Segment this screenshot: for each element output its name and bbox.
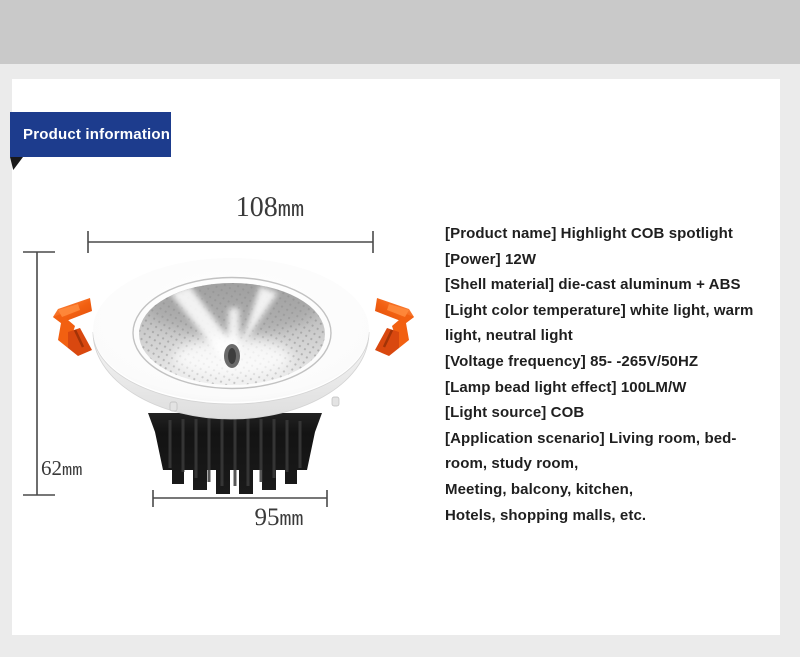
dim-label-bottom: 95mm	[254, 504, 304, 532]
spec-line: [Shell material] die-cast aluminum + ABS	[445, 276, 741, 294]
spec-line: [Voltage frequency] 85- -265V/50HZ	[445, 352, 699, 370]
spec-line: [Lamp bead light effect] 100LM/W	[445, 378, 687, 396]
spec-line: Hotels, shopping malls, etc.	[445, 506, 647, 524]
spec-line: [Light color temperature] white light, warm	[445, 301, 754, 319]
screw-tab-right	[332, 397, 339, 406]
dim-label-top: 108mm	[235, 192, 305, 223]
spec-line: Meeting, balcony, kitchen,	[445, 480, 634, 498]
spec-line: [Product name] Highlight COB spotlight	[445, 225, 733, 242]
product-specs	[445, 221, 775, 528]
spec-line: [Light source] COB	[445, 404, 585, 422]
mounting-clip-left	[53, 298, 92, 356]
screw-tab-left	[170, 402, 177, 411]
spotlight-product-image	[20, 190, 440, 550]
mounting-clip-right	[375, 298, 414, 356]
spec-line: [Power] 12W	[445, 250, 537, 268]
product-info-banner	[10, 112, 171, 157]
dim-label-left: 62mm	[41, 456, 83, 481]
spec-line: [Application scenario] Living room, bed-	[445, 429, 737, 447]
spec-line: room, study room,	[445, 455, 579, 473]
spec-line: light, neutral light	[445, 327, 573, 345]
top-bar	[0, 0, 800, 64]
heatsink	[148, 413, 322, 494]
banner-label: Product information	[23, 126, 171, 143]
banner-fold-triangle	[10, 157, 23, 170]
product-diagram	[20, 190, 440, 550]
